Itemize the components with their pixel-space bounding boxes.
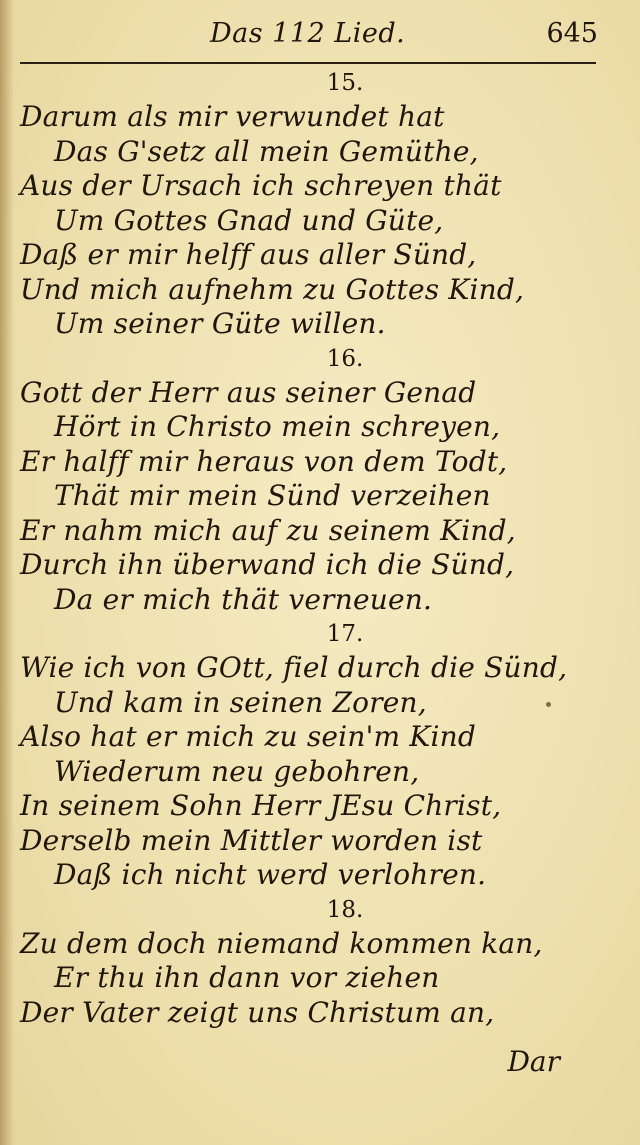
verse-line: Daß ich nicht werd verlohren. bbox=[54, 858, 487, 891]
paper-speck bbox=[546, 702, 551, 707]
stanza-number: 16. bbox=[326, 345, 364, 372]
verse-line: Thät mir mein Sünd verzeihen bbox=[54, 479, 491, 512]
stanza-number: 17. bbox=[326, 621, 364, 647]
verse-line: Er halff mir heraus von dem Todt, bbox=[20, 444, 508, 478]
verse-line: Um Gottes Gnad und Güte, bbox=[54, 203, 444, 237]
verse-line: Daß er mir helff aus aller Sünd, bbox=[20, 238, 477, 271]
verse-line: Er nahm mich auf zu seinem Kind, bbox=[20, 513, 516, 547]
verse-line: Wiederum neu gebohren, bbox=[54, 754, 420, 788]
verse-line: Um seiner Güte willen. bbox=[54, 307, 386, 340]
verse-line: Gott der Herr aus seiner Genad bbox=[20, 375, 477, 409]
verse-line: Durch ihn überwand ich die Sünd, bbox=[20, 548, 515, 581]
page-number: 645 bbox=[546, 18, 598, 49]
verse-line: Hört in Christo mein schreyen, bbox=[54, 410, 501, 443]
verse-line: Zu dem doch niemand kommen kan, bbox=[20, 926, 543, 960]
page-header bbox=[0, 14, 640, 54]
stanza-number: 18. bbox=[326, 896, 364, 923]
verse-line: Also hat er mich zu sein'm Kind bbox=[20, 720, 476, 753]
catchword: Dar bbox=[507, 1045, 560, 1078]
running-title: Das 112 Lied. bbox=[210, 18, 406, 49]
verse-line: Und mich aufnehm zu Gottes Kind, bbox=[20, 272, 525, 306]
verse-line: Und kam in seinen Zoren, bbox=[54, 685, 427, 719]
header-rule bbox=[20, 62, 596, 64]
verse-line: Darum als mir verwundet hat bbox=[20, 100, 445, 133]
verse-line: Das G'setz all mein Gemüthe, bbox=[54, 134, 479, 168]
verse-line: Derselb mein Mittler worden ist bbox=[20, 823, 483, 857]
verse-line: Da er mich thät verneuen. bbox=[54, 582, 433, 616]
stanza-number: 15. bbox=[326, 70, 364, 96]
verse-line: Aus der Ursach ich schreyen thät bbox=[20, 169, 502, 202]
verse-line: Wie ich von GOtt, fiel durch die Sünd, bbox=[20, 651, 568, 684]
verse-line: In seinem Sohn Herr JEsu Christ, bbox=[20, 789, 502, 822]
verse-line: Der Vater zeigt uns Christum an, bbox=[20, 995, 495, 1029]
hymn-text bbox=[0, 66, 640, 1030]
verse-line: Er thu ihn dann vor ziehen bbox=[54, 961, 440, 994]
